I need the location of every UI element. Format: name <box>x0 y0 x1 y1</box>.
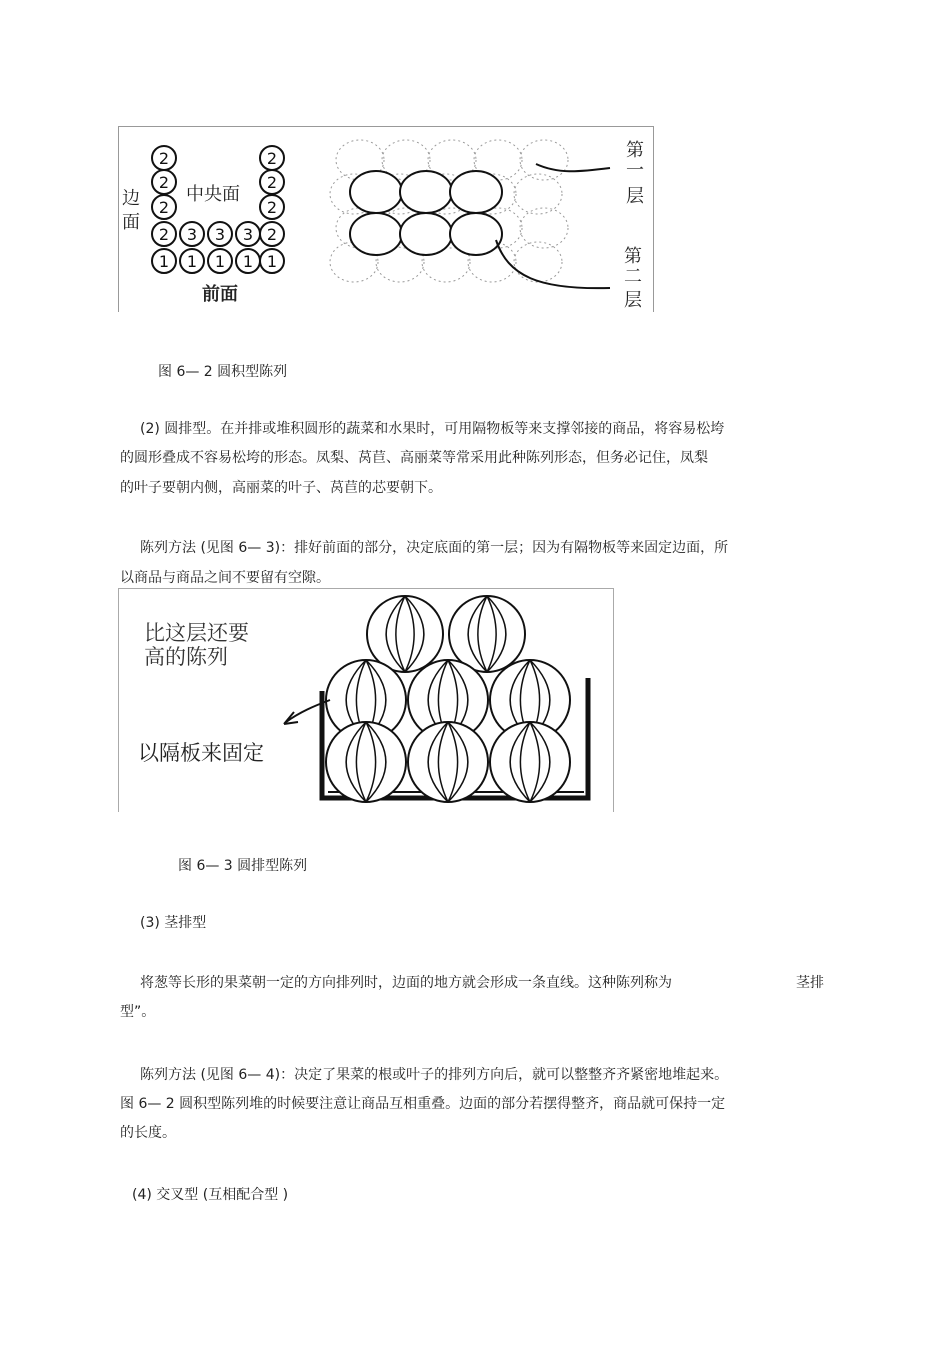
circle-number: 1 <box>266 252 278 271</box>
melon <box>408 722 488 802</box>
circle-number: 2 <box>158 173 170 192</box>
center-face-label: 中央面 <box>186 184 240 205</box>
side-label-2: 面 <box>122 212 140 233</box>
layer1-char-3: 层 <box>626 186 644 207</box>
layer1-char-1: 第 <box>626 140 644 161</box>
melon <box>367 596 443 672</box>
section-heading: (3) 茎排型 <box>140 915 207 931</box>
melon-stack <box>326 596 570 802</box>
layer2-char-1: 第 <box>624 246 642 267</box>
melon <box>449 596 525 672</box>
melon <box>326 722 406 802</box>
paragraph-line: 型”。 <box>120 1004 156 1020</box>
paragraph-line: 陈列方法 (见图 6— 4)：决定了果菜的根或叶子的排列方向后，就可以整整齐齐紧密地堆起来。 <box>140 1067 729 1083</box>
circle-number: 2 <box>266 173 278 192</box>
solid-oval <box>350 171 402 213</box>
paragraph-line: 图 6— 2 圆积型陈列堆的时候要注意让商品互相重叠。边面的部分若摆得整齐，商品就可保持一定 <box>120 1096 726 1112</box>
melon <box>490 722 570 802</box>
layered-ovals <box>330 140 568 282</box>
section-heading: (4) 交叉型 (互相配合型 ) <box>132 1187 289 1203</box>
paragraph-line: 陈列方法 (见图 6— 3)：排好前面的部分，决定底面的第一层；因为有隔物板等来固定边面，所 <box>140 540 729 556</box>
circle-number: 1 <box>214 252 226 271</box>
circle-number: 2 <box>158 225 170 244</box>
label-higher-line1: 比这层还要 <box>144 621 249 645</box>
paragraph-line: 的圆形叠成不容易松垮的形态。凤梨、莴苣、高丽菜等常采用此种陈列形态，但务必记住，凤梨 <box>120 450 708 466</box>
circle-number: 3 <box>214 225 226 244</box>
dotted-oval <box>514 174 562 214</box>
figure-round-row <box>118 588 614 812</box>
circle-number: 1 <box>186 252 198 271</box>
paragraph-line: 以商品与商品之间不要留有空隙。 <box>120 570 330 586</box>
layer1-char-2: 一 <box>626 160 644 181</box>
figure-round-stack <box>118 126 654 312</box>
paragraph-line: (2) 圆排型。在并排或堆积圆形的蔬菜和水果时，可用隔物板等来支撑邻接的商品，将容易松垮 <box>140 421 725 437</box>
numbered-circle-grid <box>152 146 284 273</box>
figure-caption-6-2: 图 6— 2 圆积型陈列 <box>158 364 288 380</box>
circle-number: 2 <box>266 225 278 244</box>
layer2-char-3: 层 <box>624 290 642 311</box>
solid-oval <box>400 213 452 255</box>
dotted-oval <box>520 140 568 180</box>
solid-oval <box>450 171 502 213</box>
circle-number: 2 <box>158 149 170 168</box>
layer2-char-2: 二 <box>624 266 642 287</box>
figure-caption-6-3: 图 6— 3 圆排型陈列 <box>178 858 308 874</box>
paragraph-line: 的长度。 <box>120 1125 176 1141</box>
label-fix-with-board: 以隔板来固定 <box>138 741 264 765</box>
circle-number: 3 <box>186 225 198 244</box>
dotted-oval <box>514 242 562 282</box>
label-higher-line2: 高的陈列 <box>144 645 228 669</box>
solid-oval <box>450 213 502 255</box>
side-label-1: 边 <box>122 188 140 209</box>
circle-number: 1 <box>242 252 254 271</box>
front-face-label: 前面 <box>202 284 238 305</box>
dotted-oval <box>520 208 568 248</box>
circle-number: 2 <box>266 149 278 168</box>
solid-oval <box>350 213 402 255</box>
circle-number: 2 <box>158 198 170 217</box>
paragraph-line: 将葱等长形的果菜朝一定的方向排列时，边面的地方就会形成一条直线。这种陈列称为 <box>140 975 672 991</box>
paragraph-line: 的叶子要朝内侧，高丽菜的叶子、莴苣的芯要朝下。 <box>120 480 442 496</box>
circle-number: 1 <box>158 252 170 271</box>
solid-oval <box>400 171 452 213</box>
circle-number: 2 <box>266 198 278 217</box>
paragraph-line-tail: 茎排 <box>796 975 824 991</box>
circle-number: 3 <box>242 225 254 244</box>
